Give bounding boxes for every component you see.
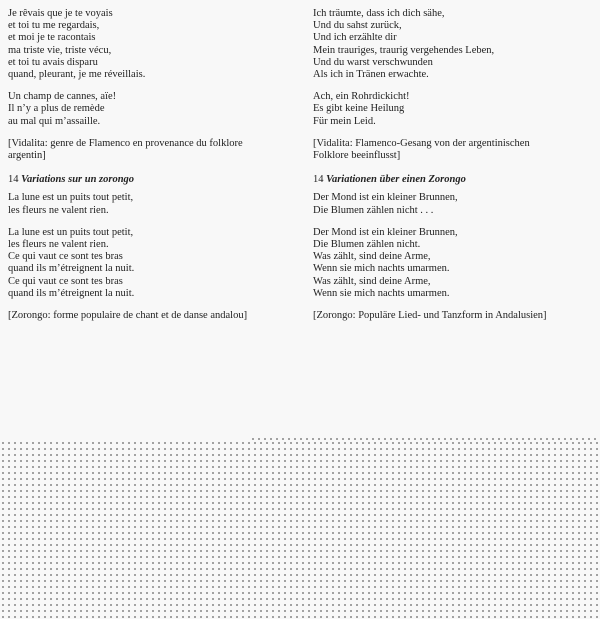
verse-line: quand ils m’étreignent la nuit. <box>8 263 135 275</box>
german-stanza-1 <box>313 8 593 81</box>
verse-line: ma triste vie, triste vécu, <box>8 44 112 56</box>
verse-line: Mein trauriges, traurig vergehendes Leben, <box>313 44 495 56</box>
verse-line: Was zählt, sind deine Arme, <box>313 275 431 287</box>
note-line: [Vidalita: Flamenco-Gesang von der argentinischen <box>313 137 530 149</box>
verse-line: Die Blumen zählen nicht. <box>313 239 421 251</box>
note-line: [Zorongo: Populäre Lied- und Tanzform in Andalusien] <box>313 310 547 322</box>
french-column <box>8 8 288 334</box>
verse-line: Und du sahst zurück, <box>313 20 402 32</box>
verse-line: Der Mond ist ein kleiner Brunnen, <box>313 226 458 238</box>
verse-line: Die Blumen zählen nicht . . . <box>313 204 434 216</box>
verse-line: Als ich in Tränen erwachte. <box>313 69 429 81</box>
verse-line: Ce qui vaut ce sont tes bras <box>8 251 123 263</box>
verse-line: Es gibt keine Heilung <box>313 103 405 115</box>
verse-line: Was zählt, sind deine Arme, <box>313 251 431 263</box>
german-stanza-2 <box>313 91 593 128</box>
verse-line: Ce qui vaut ce sont tes bras <box>8 275 123 287</box>
german-stanza-3 <box>313 192 593 216</box>
french-stanza-4 <box>8 227 288 300</box>
verse-line: Je rêvais que je te voyais <box>8 8 113 19</box>
verse-line: Wenn sie mich nachts umarmen. <box>313 263 450 275</box>
french-track-heading <box>8 174 288 186</box>
verse-line: et toi tu avais disparu <box>8 56 98 68</box>
verse-line: Ich träumte, dass ich dich sähe, <box>313 8 445 19</box>
german-stanza-4 <box>313 227 593 300</box>
track-number: 14 <box>8 174 19 186</box>
note-line: Folklore beeinflusst] <box>313 150 401 162</box>
verse-line: Wenn sie mich nachts umarmen. <box>313 287 450 299</box>
french-note-zorongo <box>8 310 288 322</box>
french-stanza-2 <box>8 91 288 128</box>
verse-line: Der Mond ist ein kleiner Brunnen, <box>313 192 458 204</box>
halftone-dot-pattern <box>0 440 600 619</box>
verse-line: Ach, ein Rohrdickicht! <box>313 91 410 103</box>
verse-line: et moi je te racontais <box>8 32 96 44</box>
verse-line: Für mein Leid. <box>313 115 376 127</box>
french-stanza-3 <box>8 192 288 216</box>
verse-line: La lune est un puits tout petit, <box>8 192 134 204</box>
note-line: [Vidalita: genre de Flamenco en provenance du folklore <box>8 137 243 149</box>
verse-line: Il n’y a plus de remède <box>8 103 105 115</box>
track-title: Variations sur un zorongo <box>21 174 135 186</box>
verse-line: et toi tu me regardais, <box>8 20 100 32</box>
verse-line: La lune est un puits tout petit, <box>8 226 134 238</box>
track-number: 14 <box>313 174 324 186</box>
french-stanza-1 <box>8 8 288 81</box>
verse-line: quand, pleurant, je me réveillais. <box>8 69 146 81</box>
note-line: argentin] <box>8 150 46 162</box>
track-title: Variationen über einen Zorongo <box>326 174 466 186</box>
verse-line: au mal qui m’assaille. <box>8 115 101 127</box>
german-track-heading <box>313 174 593 186</box>
german-note-vidalita <box>313 138 593 162</box>
verse-line: les fleurs ne valent rien. <box>8 204 109 216</box>
verse-line: Und ich erzählte dir <box>313 32 397 44</box>
verse-line: Un champ de cannes, aïe! <box>8 91 117 103</box>
note-line: [Zorongo: forme populaire de chant et de danse andalou] <box>8 310 248 322</box>
verse-line: les fleurs ne valent rien. <box>8 239 109 251</box>
french-note-vidalita <box>8 138 288 162</box>
german-column <box>313 8 593 334</box>
german-note-zorongo <box>313 310 593 322</box>
verse-line: quand ils m’étreignent la nuit. <box>8 287 135 299</box>
verse-line: Und du warst verschwunden <box>313 56 433 68</box>
